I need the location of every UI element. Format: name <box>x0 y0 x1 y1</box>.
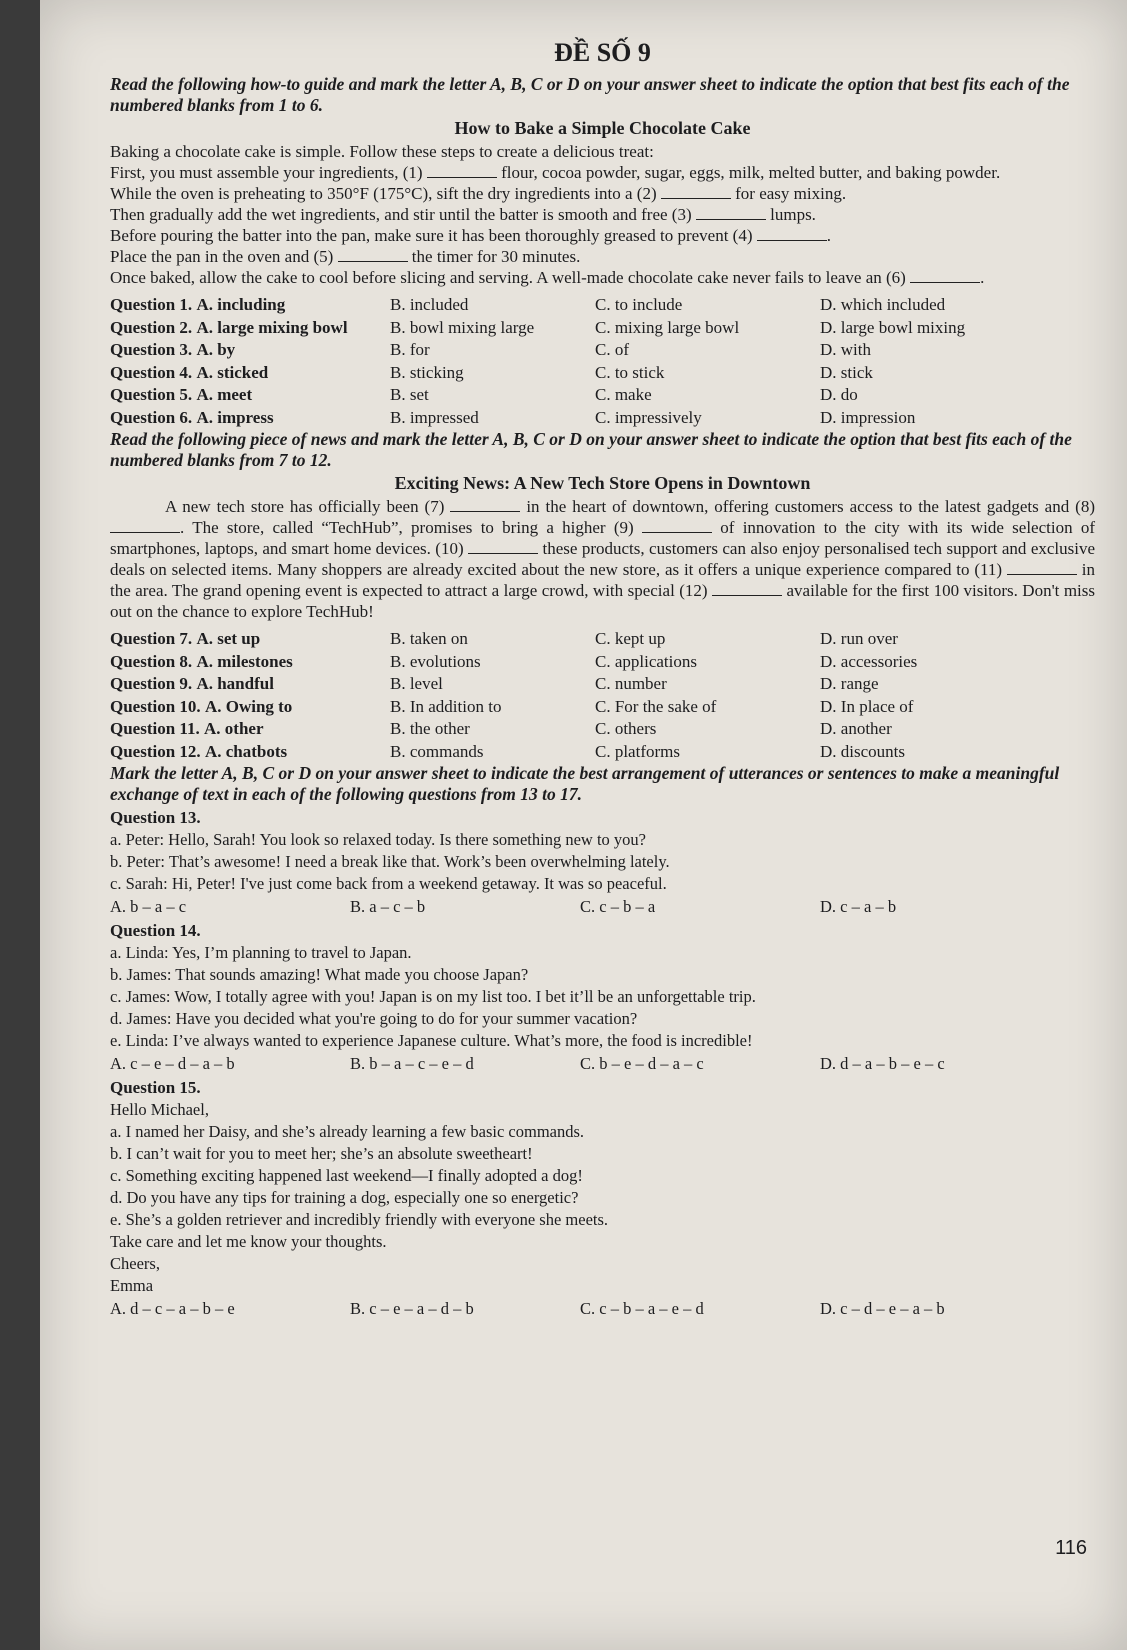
question-row: Question 6. A. impress B. impressed C. impressively D. impression <box>110 407 916 427</box>
question-13-label: Question 13. <box>110 808 201 827</box>
question-row: Question 1. A. including B. included C. to include D. which included <box>110 295 946 314</box>
dialogue-line: b. Peter: That’s awesome! I need a break like that. Work’s been overwhelming lately. <box>110 852 670 871</box>
letter-line: d. Do you have any tips for training a dog, especially one so energetic? <box>110 1188 579 1207</box>
section2-instruction: Read the following piece of news and mark the letter A, B, C or D on your answer sheet to indicate the option that best fits each of the numbered blanks from 7 to 12. <box>110 429 1072 470</box>
section1-line-intro: Baking a chocolate cake is simple. Follow these steps to create a delicious treat: <box>110 142 654 161</box>
dialogue-line: c. James: Wow, I totally agree with you! Japan is on my list too. I bet it’ll be an unforgettable trip. <box>110 987 756 1006</box>
blank-6 <box>910 268 980 283</box>
letter-line: c. Something exciting happened last weekend—I finally adopted a dog! <box>110 1166 583 1185</box>
dialogue-line: b. James: That sounds amazing! What made you choose Japan? <box>110 965 529 984</box>
section1-line-blank4: Before pouring the batter into the pan, make sure it has been thoroughly greased to prevent (4) . <box>110 226 831 245</box>
page-content <box>110 38 1095 1320</box>
section1-line-blank5: Place the pan in the oven and (5) the timer for 30 minutes. <box>110 247 581 266</box>
section3-instruction: Mark the letter A, B, C or D on your answer sheet to indicate the best arrangement of utterances or sentences to make a meaningful exchange of text in each of the following questions from 13 to 17. <box>110 763 1060 804</box>
question-row: Question 5. A. meet B. set C. make D. do <box>110 385 858 404</box>
question-row: Question 7. A. set up B. taken on C. kept up D. run over <box>110 629 898 648</box>
section1-instruction: Read the following how-to guide and mark the letter A, B, C or D on your answer sheet to indicate the option that best fits each of the numbered blanks from 1 to 6. <box>110 74 1070 115</box>
letter-signature: Emma <box>110 1276 154 1295</box>
question-row: Question 10. A. Owing to B. In addition to C. For the sake of D. In place of <box>110 696 914 716</box>
section1-line-blank1: First, you must assemble your ingredients, (1) flour, cocoa powder, sugar, eggs, milk, melted butter, and baking powder. <box>110 163 1001 182</box>
letter-greeting: Hello Michael, <box>110 1100 209 1119</box>
letter-line: b. I can’t wait for you to meet her; she’s an absolute sweetheart! <box>110 1144 533 1163</box>
answer-options: A. c – e – d – a – b B. b – a – c – e – d C. b – e – d – a – c D. d – a – b – e – c <box>110 1054 945 1073</box>
question-14-label: Question 14. <box>110 921 201 940</box>
question-row: Question 4. A. sticked B. sticking C. to stick D. stick <box>110 362 873 382</box>
answer-options: A. b – a – c B. a – c – b C. c – b – a D. c – a – b <box>110 897 897 916</box>
question-row: Question 9. A. handful B. level C. number D. range <box>110 674 879 693</box>
letter-line: e. She’s a golden retriever and incredibly friendly with everyone she meets. <box>110 1210 609 1229</box>
blank-1 <box>427 163 497 178</box>
blank-9 <box>642 518 712 533</box>
question-row: Question 8. A. milestones B. evolutions C. applications D. accessories <box>110 651 918 671</box>
blank-10 <box>468 539 538 554</box>
letter-line: a. I named her Daisy, and she’s already learning a few basic commands. <box>110 1122 585 1141</box>
section1-title: How to Bake a Simple Chocolate Cake <box>454 118 751 138</box>
dialogue-line: d. James: Have you decided what you're going to do for your summer vacation? <box>110 1009 638 1028</box>
page-number: 116 <box>1055 1537 1087 1559</box>
dialogue-line: e. Linda: I’ve always wanted to experience Japanese culture. What’s more, the food is incredible! <box>110 1031 753 1050</box>
section2-paragraph: A new tech store has officially been (7) in the heart of downtown, offering customers access to the latest gadgets and (8) . The store, called “TechHub”, promises to bring a higher (9) of innovation to the city with its wide selection of smartphones, laptops, and smart home devices. (10) these products, customers can also enjoy personalised tech support and exclusive deals on selected items. Many shoppers are already excited about the new store, as it offers a unique experience compared to (11) in the area. The grand opening event is expected to attract a large crowd, with special (12) available for the first 100 visitors. Don't miss out on the chance to explore TechHub! <box>110 497 1096 621</box>
section1-line-blank2: While the oven is preheating to 350°F (175°C), sift the dry ingredients into a (2) for easy mixing. <box>110 184 847 203</box>
blank-7 <box>450 497 520 512</box>
answer-options: A. d – c – a – b – e B. c – e – a – d – b C. c – b – a – e – d D. c – d – e – a – b <box>110 1299 945 1318</box>
section1-line-blank3: Then gradually add the wet ingredients, and stir until the batter is smooth and free (3) lumps. <box>110 205 816 224</box>
section1-line-blank6: Once baked, allow the cake to cool before slicing and serving. A well-made chocolate cake never fails to leave an (6) . <box>110 268 985 287</box>
letter-line: Take care and let me know your thoughts. <box>110 1232 387 1251</box>
blank-8 <box>110 518 180 533</box>
dialogue-line: a. Peter: Hello, Sarah! You look so relaxed today. Is there something new to you? <box>110 830 646 849</box>
question-row: Question 3. A. by B. for C. of D. with <box>110 340 871 359</box>
exam-page <box>40 0 1127 1650</box>
blank-5 <box>338 247 408 262</box>
blank-12 <box>712 581 782 596</box>
blank-3 <box>696 205 766 220</box>
question-row: Question 2. A. large mixing bowl B. bowl mixing large C. mixing large bowl D. large bowl mixing <box>110 317 966 337</box>
page-title: ĐỀ SỐ 9 <box>554 38 651 67</box>
blank-2 <box>661 184 731 199</box>
dialogue-line: a. Linda: Yes, I’m planning to travel to Japan. <box>110 943 412 962</box>
question-row: Question 11. A. other B. the other C. others D. another <box>110 719 892 738</box>
blank-4 <box>757 226 827 241</box>
question-row: Question 12. A. chatbots B. commands C. platforms D. discounts <box>110 741 905 761</box>
blank-11 <box>1007 560 1077 575</box>
section2-title: Exciting News: A New Tech Store Opens in Downtown <box>394 473 811 493</box>
question-15-label: Question 15. <box>110 1078 201 1097</box>
dialogue-line: c. Sarah: Hi, Peter! I've just come back from a weekend getaway. It was so peaceful. <box>110 874 667 893</box>
letter-line: Cheers, <box>110 1254 160 1273</box>
